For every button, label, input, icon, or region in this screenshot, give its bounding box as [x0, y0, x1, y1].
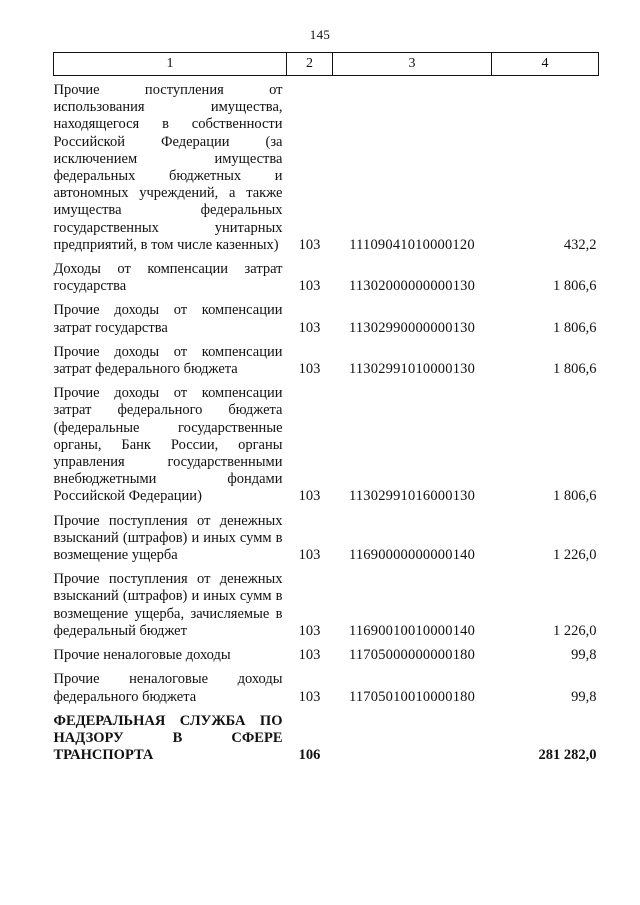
row-budget-code [333, 710, 492, 769]
row-admin-code: 103 [298, 361, 321, 378]
row-amount: 1 226,0 [553, 622, 597, 639]
table-row [54, 510, 599, 569]
budget-table [53, 52, 599, 768]
table-row [54, 341, 599, 382]
row-admin-code: 103 [298, 236, 321, 253]
table-body [54, 76, 599, 769]
table-row [54, 258, 599, 299]
column-header-4: 4 [492, 53, 599, 76]
table-row-agency-total [54, 710, 599, 769]
row-admin-code: 103 [298, 488, 321, 505]
row-budget-code: 11302991010000130 [348, 361, 476, 378]
row-amount: 99,8 [571, 647, 597, 664]
table-row [54, 299, 599, 340]
table-row [54, 668, 599, 709]
column-header-3: 3 [333, 53, 492, 76]
row-name: Прочие поступления от денежных взысканий (штрафов) и иных сумм в возмещение ущерба, зачисляемые в федеральный бюджет [53, 571, 283, 639]
row-name: Прочие поступления от использования имущества, находящегося в собственности Российской Федерации (за исключением имущества федеральных бюджетных и автономных учреждений, а также имущества федеральных государственных унитарных предприятий, в том числе казенных) [53, 82, 283, 253]
table-header [54, 53, 599, 76]
row-budget-code: 11690010010000140 [348, 622, 476, 639]
row-admin-code: 103 [298, 319, 321, 336]
row-name: Прочие неналоговые доходы федерального бюджета [53, 671, 283, 705]
row-budget-code: 11109041010000120 [349, 236, 475, 253]
table-row [54, 644, 599, 668]
row-amount: 1 806,6 [553, 319, 597, 336]
row-admin-code: 103 [298, 278, 321, 295]
column-header-2: 2 [287, 53, 333, 76]
row-name: Прочие поступления от денежных взысканий (штрафов) и иных сумм в возмещение ущерба [53, 512, 283, 564]
row-amount: 432,2 [563, 236, 597, 253]
row-budget-code: 11302991016000130 [348, 488, 476, 505]
row-amount: 1 806,6 [553, 278, 597, 295]
row-budget-code: 11705010010000180 [348, 688, 476, 705]
row-budget-code: 11302990000000130 [348, 319, 476, 336]
row-budget-code: 11705000000000180 [348, 647, 476, 664]
row-amount: 1 806,6 [553, 361, 597, 378]
page-number: 145 [309, 27, 331, 42]
row-name: Прочие доходы от компенсации затрат государства [53, 302, 283, 336]
row-amount: 1 226,0 [553, 547, 597, 564]
row-admin-code: 103 [298, 688, 321, 705]
row-budget-code: 11690000000000140 [348, 547, 476, 564]
row-admin-code: 103 [298, 547, 321, 564]
row-budget-code: 11302000000000130 [348, 278, 476, 295]
row-admin-code: 103 [298, 647, 321, 664]
row-name: ФЕДЕРАЛЬНАЯ СЛУЖБА ПО НАДЗОРУ В СФЕРЕ ТРАНСПОРТА [53, 712, 283, 764]
row-amount: 281 282,0 [538, 747, 597, 764]
row-admin-code: 103 [298, 622, 321, 639]
row-admin-code: 106 [298, 747, 321, 764]
table-row [54, 568, 599, 644]
row-amount: 99,8 [571, 688, 597, 705]
row-name: Доходы от компенсации затрат государства [53, 261, 283, 295]
row-name: Прочие неналоговые доходы [53, 647, 231, 664]
row-amount: 1 806,6 [553, 488, 597, 505]
row-name: Прочие доходы от компенсации затрат федерального бюджета (федеральные государственные органы, Банк России, органы управления государственными внебюджетными фондами Российской Федерации) [53, 385, 283, 505]
column-header-1: 1 [54, 53, 287, 76]
table-row [54, 382, 599, 509]
row-name: Прочие доходы от компенсации затрат федерального бюджета [53, 343, 283, 378]
table-row [54, 76, 599, 259]
